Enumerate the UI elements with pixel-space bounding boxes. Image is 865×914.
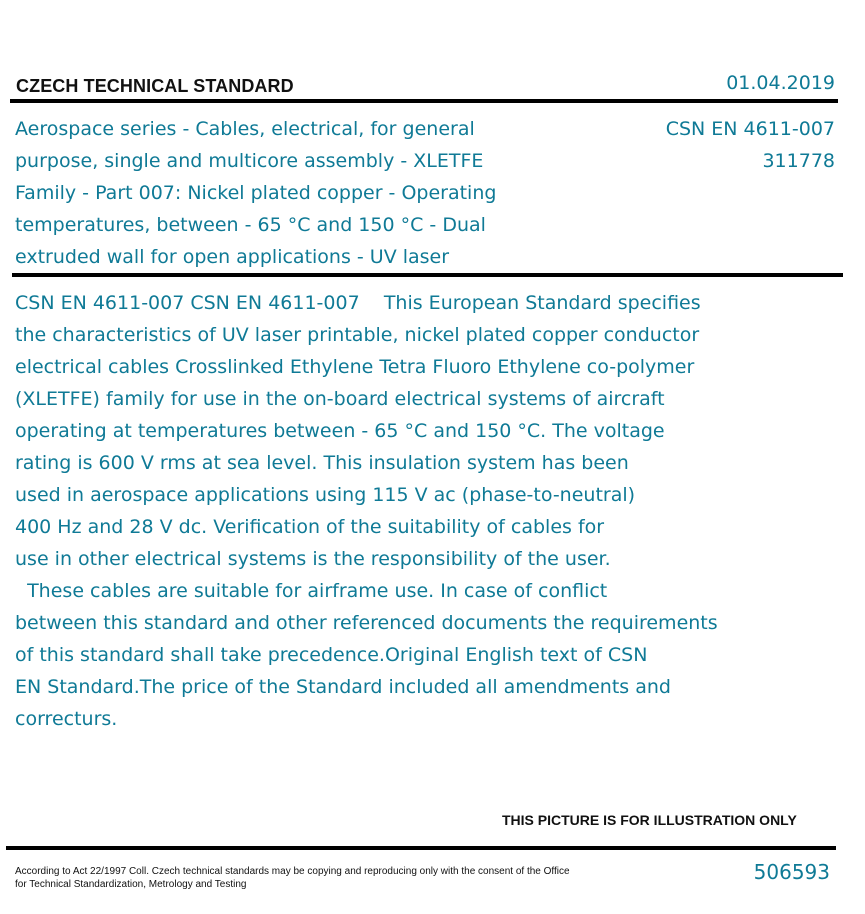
standard-title-line: extruded wall for open applications - UV laser — [15, 246, 450, 268]
description-line: the characteristics of UV laser printable, nickel plated copper conductor — [15, 324, 700, 346]
catalog-number: 311778 — [762, 150, 835, 172]
standard-title-line: Aerospace series - Cables, electrical, for general — [15, 118, 475, 140]
document-type-heading: CZECH TECHNICAL STANDARD — [16, 76, 294, 96]
standard-title-line: Family - Part 007: Nickel plated copper - Operating — [15, 182, 497, 204]
standard-title — [15, 113, 535, 273]
publication-date: 01.04.2019 — [726, 72, 835, 94]
header-divider — [10, 99, 838, 103]
description-line: operating at temperatures between - 65 °C and 150 °C. The voltage — [15, 420, 665, 442]
description-line: (XLETFE) family for use in the on-board electrical systems of aircraft — [15, 388, 665, 410]
description-line: use in other electrical systems is the responsibility of the user. — [15, 548, 611, 570]
illustration-notice: THIS PICTURE IS FOR ILLUSTRATION ONLY — [502, 812, 797, 828]
description-line: EN Standard.The price of the Standard included all amendments and — [15, 676, 671, 698]
description-line: correcturs. — [15, 708, 118, 730]
document-id: 506593 — [753, 860, 830, 884]
description-line: electrical cables Crosslinked Ethylene Tetra Fluoro Ethylene co-polymer — [15, 356, 695, 378]
description-line: These cables are suitable for airframe use. In case of conflict — [15, 580, 608, 602]
copyright-notice — [15, 865, 595, 891]
copyright-line: According to Act 22/1997 Coll. Czech technical standards may be copying and reproducing only with the consent of the Office — [15, 866, 570, 877]
standard-title-line: temperatures, between - 65 °C and 150 °C - Dual — [15, 214, 486, 236]
description-line: used in aerospace applications using 115 V ac (phase-to-neutral) — [15, 484, 636, 506]
standard-title-line: purpose, single and multicore assembly - XLETFE — [15, 150, 484, 172]
description-line: 400 Hz and 28 V dc. Verification of the suitability of cables for — [15, 516, 605, 538]
description-line: between this standard and other referenced documents the requirements — [15, 612, 718, 634]
copyright-line: for Technical Standardization, Metrology and Testing — [15, 879, 247, 890]
title-divider — [12, 273, 843, 277]
description-line: rating is 600 V rms at sea level. This insulation system has been — [15, 452, 629, 474]
standard-description — [15, 287, 735, 735]
standard-code: CSN EN 4611-007 — [665, 118, 835, 140]
standard-identifiers — [666, 113, 835, 177]
footer-divider — [6, 846, 836, 850]
description-line: of this standard shall take precedence.Original English text of CSN — [15, 644, 648, 666]
description-line: CSN EN 4611-007 CSN EN 4611-007 This European Standard specifies — [15, 292, 701, 314]
